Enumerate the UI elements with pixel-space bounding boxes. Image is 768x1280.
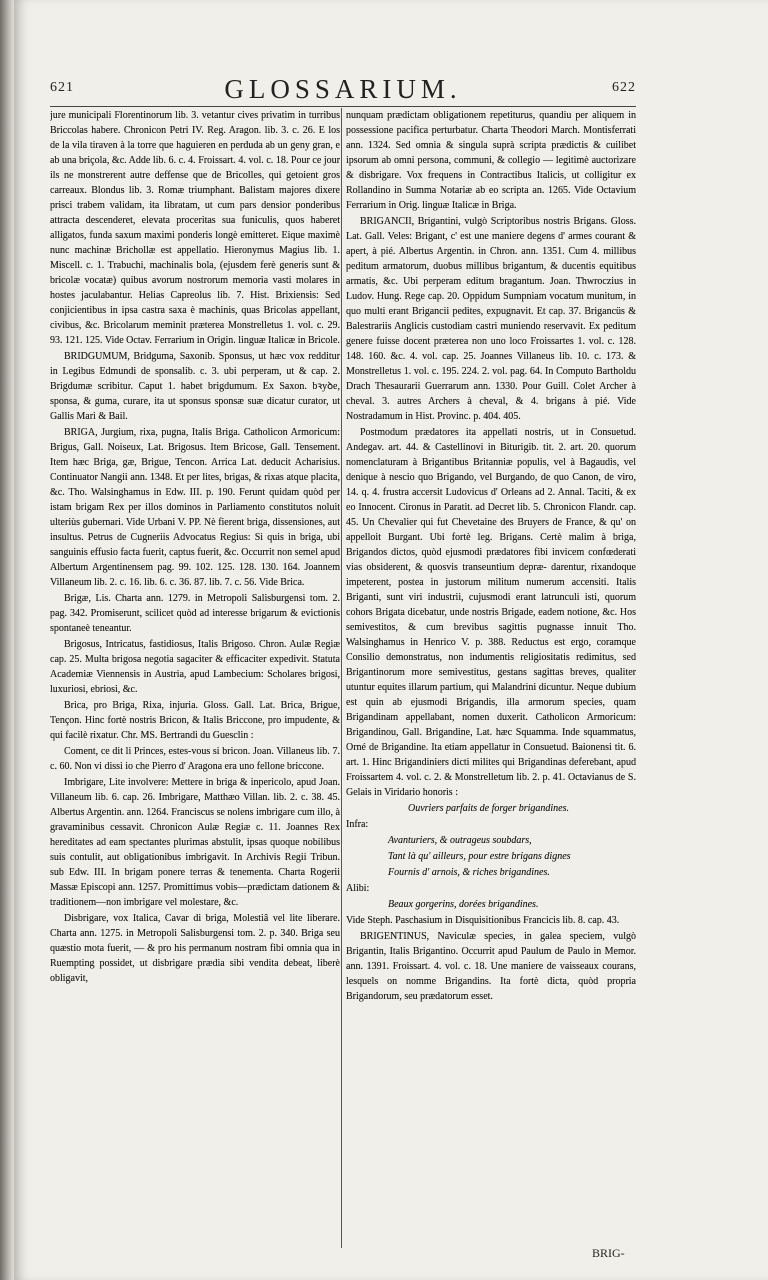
left-paragraph: Disbrigare, vox Italica, Cavar di briga, Molestiâ vel lite liberare. Charta ann. 1275. in Metropoli Salisburgensi tom. 2. p. 340. Briga seu quæstio mota fuerit, — & pro his permanum nostram fibi omnia qua in Ruempting possidet, ut disbrigare prædia sibi vendita debeat, liberè obligavit, [50,913,340,984]
page-header [50,72,636,106]
page-title: GLOSSARIUM. [224,74,462,104]
book-spine [0,0,14,1280]
left-paragraph: BRIGA, Jurgium, rixa, pugna, Italis Briga. Catholicon Armoricum: Brigus, Gall. Noiseux, Lat. Brigosus. Item Bricose, Gall. Tensement. Item hæc Briga, gæ, Brigue, Tencon. Arrica Lat. deducit Acharisius. Continuator Nangii ann. 1348. Et per lites, brigas, & rixas atque placita, &c. Tho. Walsinghamus in Edw. III. p. 190. Ferunt quidam quòd per istam brigam Rex per illos dominos in Parliamento constitutos noluit ulteriùs gubernari. Vide Urbani V. PP. Nè fierent briga, dissensiones, aut insultus. Petrus de Cugneriis Advocatus Regius: Si quis in briga, ubi sanguinis effusio facta fuerit, captus fuerit, &c. Occurrit non semel apud Albertum Argentinensem pag. 99. 102. 125. 128. 130. 164. Joannem Villaneum lib. 2. c. 16. lib. 6. c. 36. 87. lib. 7. c. 56. Vide Brica. [50,427,340,588]
right-paragraph: nunquam prædictam obligationem repetiturus, quandiu per aliquem in possessione pacifica perturbatur. Charta Theodori March. Montisferrati ann. 1324. Sed omnia & singula suprà scripta prædictis & cuilibet ipsorum ab omni persona, communi, & collegio — legitimè auctorizare & disbrigare. Vox frequens in Contractibus Italicis, ut colligitur ex Rollandino in Summa Notariæ ab eo scripta an. 1265. Vide Octavium Ferrarium in Orig. linguæ Italicæ in Briga. [346,110,636,211]
infra-label: Infra: [346,819,369,830]
left-paragraph: Brigæ, Lis. Charta ann. 1279. in Metropoli Salisburgensi tom. 2. pag. 342. Promiserunt, scilicet quòd ad interesse brigarum & evictionis spontaneè teneantur. [50,593,340,634]
column-divider [341,108,342,1248]
verse-line: Ouvriers parfaits de forger brigandines. [408,803,570,814]
left-paragraph: jure municipali Florentinorum lib. 3. vetantur cives privatim in turribus Briccolas habere. Chronicon Petri IV. Reg. Aragon. lib. 3. c. 26. E los de la vila tiraven à la torre que haguieren en perduda ab un geny gran, e ab una briçola, &c. Adde lib. 6. c. 4. Froissart. 4. vol. c. 18. Pour ce jour ils ne monstrerent autre deffense que de Bricolles, qui getoient gros carreaux. Blondus lib. 3. Romæ triumphant. Balistam majores dixere prisci trabem validam, ita libratam, ut cum pars densior ponderibus attracta descenderet, elevata proceritas sua funiculis, quos haberet alligatos, funda saxum maximi ponderis longè emitteret. Eique maximè nunc machinæ Brichollæ est appellatio. Hieronymus Magius lib. 1. Miscell. c. 1. Trabuchi, machinalis bola, (ejusdem ferè generis sunt & bricolæ vocatæ) quibus avorum nostrorum memoria vasti molares in hostes jaculabantur. Helias Capreolus lib. 7. Hist. Brixiensis: Sed conjicientibus in ipsa castra saxa è machinis, quas Bricolas appellant, civibus, &c. Bricolarum meminit præterea Monstrelletus 1. vol. c. 29. 93. 121. 125. Vide Octav. Ferrarium in Origin. linguæ Italicæ in Bricole. [50,110,340,346]
verse-line: Fournis d' arnois, & riches brigandines. [388,867,550,878]
verse-line: Tant là qu' ailleurs, pour estre brigans dignes [388,851,571,862]
right-paragraph: BRIGANCII, Brigantini, vulgò Scriptoribus nostris Brigans. Gloss. Lat. Gall. Veles: Brigant, c' est une maniere degens d' armes courant & apert, à pié. Albertus Argentin. in Chron. ann. 1351. Cum 4. millibus peditum armatorum, duobus millibus brigantum, & ducentis equitibus armatis, &c. Ubi perperam editum bragantum. Joan. Thwroczius in Ludov. Hung. Rege cap. 20. Oppidum Sumpniam vocatum munitum, in quo multi erant Brigancii pedites, expugnavit. Et cap. 37. Brigancüs & Balestrariis Anglicis custodiam castri muniendo reservavit. Ex peditum genere fuisse docent præterea non uno loco Froissartes 1. vol. c. 128. 148. 160. &c. 4. vol. cap. 25. Joannes Villaneus lib. 10. c. 173. & Monstrelletus 1. vol. c. 195. 224. 2. vol. pag. 64. In Computo Bartholdu Drach Thesaurarii Guerrarum ann. 1330. Pour Guill. Colet Archer à cheval. 3. autres Archers à cheval, & 4. brigans à pié. Vide Nostradamum in Hist. Provinc. p. 404. 405. [346,216,636,422]
alibi-label: Alibi: [346,883,370,894]
left-paragraph: Brigosus, Intricatus, fastidiosus, Italis Brigoso. Chron. Aulæ Regiæ cap. 25. Multa brigosa negotia sagaciter & efficaciter expedivit. Statuta Academiæ Viennensis in Austria, apud Lambecium: Scholares brigosi, luxuriosi, ebriosi, &c. [50,639,340,695]
header-rule [50,106,636,107]
page-number-right: 622 [612,80,636,95]
right-column [346,108,636,1258]
catchword: BRIG- [592,1246,625,1260]
left-paragraph: Coment, ce dit li Princes, estes-vous si bricon. Joan. Villaneus lib. 7. c. 60. Non vi dissi io che Pierro d' Aragona era uno fellone briccone. [50,746,340,772]
page-number-left: 621 [50,80,74,95]
right-paragraph: Postmodum prædatores ita appellati nostris, ut in Consuetud. Andegav. art. 44. & Castellinovi in Biturigib. tit. 2. art. 20. quorum nomenclaturam à Brigantibus Britanniæ populis, vel à Bagaudis, vel denique à nescio quo Brigando, vel Burgando, de quo Canon, de viro, 14. q. 4. frustra accersit Ludovicus d' Orleans ad 2. Annal. Taciti, & ex eo Innocent. Cironus in Paratit. ad Decret lib. 5. Chronicon Flandr. cap. 45. Un Chevalier qui fut Chevetaine des Bruyers de France, & qu' on appelloit Burgant. Ubi fortè leg. Brigans. Certè malim à briga, Brigandos dictos, quòd ejusmodi prædatores fibi invicem confœderati vias obsiderent, & quosvis transeuntium depræ- darentur, rixandoque impeterent, postea in justorum militum numerum accensiti. Italis Briganti, sunt viri industrii, cujusmodi erant latrunculi isti, quorum cohors Brigata dicebatur, unde nostris Brigade, eadem notione, &c. Hos semivestitos, & cum brevibus sagittis pugnasse innuit Tho. Walsinghamus in Henrico V. p. 388. Reductus est ergo, coramque Consilio demonstratus, non indumentis religiositatis redimitus, sed Brigantinorum more semivestitus, gestans sagittas breves, qualiter utuntur equites illarum partium, qui Malandrini dicuntur. Neque dubium est quin ab ejusmodi Brigandis, illa armorum species, quam Brigandinam appellabant, nomen duxerit. Catholicon Armoricum: Brigandinou, Gall. Brigandine, Lat. hæc Squamma. Inde squammatus, Orné de Brigandine. Ita etiam appellatur in Consuetud. Baionensi tit. 6. art. 1. Hinc Brigandiniers dicti milites qui Brigandinas deferebant, apud Froissartem 4. vol. c. 2. & Monstrelletum lib. 2. p. 41. Octavianus de S. Gelais in Viridario honoris : [346,427,636,798]
left-paragraph: Brica, pro Briga, Rixa, injuria. Gloss. Gall. Lat. Brica, Brigue, Tençon. Hinc fortè nostris Bricon, & Italis Briccone, pro impudente, & qui facilè rixatur. Chr. MS. Bertrandi du Guesclin : [50,700,340,741]
right-paragraph: Vide Steph. Paschasium in Disquisitionibus Francicis lib. 8. cap. 43. [346,915,620,926]
right-paragraph: BRIGENTINUS, Naviculæ species, in galea speciem, vulgò Brigantin, Italis Brigantino. Occurrit apud Paulum de Paulo in Memor. ann. 1391. Froissart. 4. vol. c. 18. Une maniere de vaisseaux courans, lesquels on nomme Brigandins. Ita fortè dicta, quòd propria Brigandorum, seu prædatorum esset. [346,931,636,1002]
verse-line: Beaux gorgerins, dorées brigandines. [388,899,539,910]
left-paragraph: Imbrigare, Lite involvere: Mettere in briga & inpericolo, apud Joan. Villaneum lib. 6. cap. 26. Imbrigare, Matthæo Villan. lib. 2. c. 38. 45. Albertus Argentin. ann. 1264. Franciscus se nolens imbrigare cum illo, à gravaminibus cessavit. Chronicon Aulæ Regiæ c. 11. Joannes Rex hereditates ad eam spectantes plurimas abstulit, ipsas quoque nobilibus suis contulit, aut obligationibus imbrigavit. In Archivis Regii Tribun. sub Edw. III. In brigam ponere terras & tenementa. Charta Rogerii Massæ Episcopi ann. 1257. Promittimus vobis—prædictam dationem & traditionem—non imbrigare vel molestare, &c. [50,777,340,908]
verse-line: Avanturiers, & outrageus soubdars, [388,835,532,846]
left-paragraph: BRIDGUMUM, Bridguma, Saxonib. Sponsus, ut hæc vox redditur in Legibus Edmundi de sponsalib. c. 3. ubi perperam, ut & cap. 2. Brigdumæ scribitur. Caput 1. habet brigdumum. Ex Saxon. bꝛyꝺe, sponsa, & guma, curare, ita ut sponsus sponsæ suæ dicatur curator, ut Gallis Mari & Bail. [50,351,340,422]
left-column [50,108,340,1258]
